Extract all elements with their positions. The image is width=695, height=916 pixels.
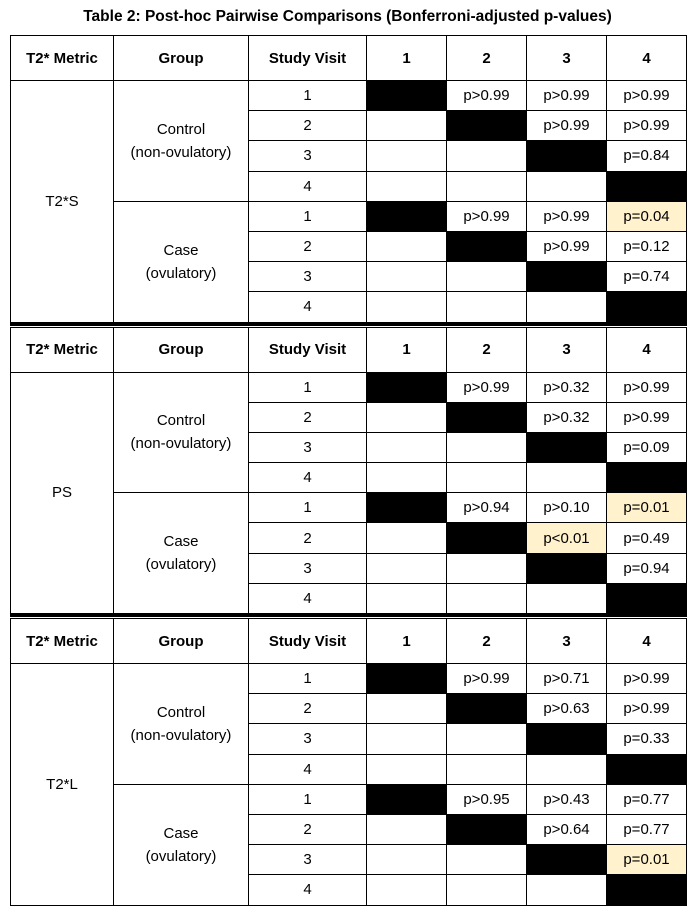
p-value-cell: p>0.43: [527, 784, 607, 814]
header-col-2: 2: [447, 619, 527, 664]
p-value-cell: [367, 553, 447, 583]
diagonal-cell: [447, 231, 527, 261]
table-row: [11, 372, 687, 402]
p-value-cell: p>0.99: [527, 111, 607, 141]
p-value-cell: p>0.99: [527, 81, 607, 111]
p-value-cell: p=0.12: [607, 231, 687, 261]
p-value-cell: p=0.01: [607, 493, 687, 523]
p-value-cell: p=0.77: [607, 784, 687, 814]
p-value-cell: p>0.99: [607, 111, 687, 141]
header-metric: T2* Metric: [11, 619, 114, 664]
diagonal-cell: [527, 553, 607, 583]
p-value-cell: [367, 402, 447, 432]
header-group: Group: [114, 327, 249, 372]
p-value-cell: [447, 292, 527, 324]
p-value-cell: p>0.99: [527, 201, 607, 231]
p-value-cell: p>0.99: [447, 81, 527, 111]
header-col-1: 1: [367, 327, 447, 372]
study-visit-label: 1: [249, 784, 367, 814]
header-col-1: 1: [367, 619, 447, 664]
study-visit-label: 3: [249, 845, 367, 875]
group-description: (ovulatory): [145, 556, 217, 574]
study-visit-label: 4: [249, 875, 367, 905]
study-visit-label: 3: [249, 141, 367, 171]
p-value-cell: [367, 292, 447, 324]
p-value-cell: p>0.10: [527, 493, 607, 523]
study-visit-label: 1: [249, 201, 367, 231]
p-value-cell: p>0.99: [607, 664, 687, 694]
p-value-cell: [447, 262, 527, 292]
p-value-cell: p=0.33: [607, 724, 687, 754]
diagonal-cell: [527, 262, 607, 292]
header-visit: Study Visit: [249, 327, 367, 372]
p-value-cell: [367, 724, 447, 754]
metric-label: T2*S: [11, 81, 114, 324]
p-value-cell: [447, 875, 527, 905]
p-value-cell: [367, 111, 447, 141]
diagonal-cell: [527, 141, 607, 171]
table-row: [11, 81, 687, 111]
diagonal-cell: [447, 694, 527, 724]
p-value-cell: [367, 231, 447, 261]
study-visit-label: 4: [249, 171, 367, 201]
header-col-3: 3: [527, 619, 607, 664]
p-value-cell: p>0.99: [527, 231, 607, 261]
p-value-cell: [447, 463, 527, 493]
pairwise-comparisons-table: [10, 35, 687, 906]
p-value-cell: [367, 463, 447, 493]
study-visit-label: 2: [249, 111, 367, 141]
table-title: Table 2: Post-hoc Pairwise Comparisons (Bonferroni-adjusted p-values): [83, 8, 612, 25]
p-value-cell: p=0.94: [607, 553, 687, 583]
case-group-label: [114, 201, 249, 323]
diagonal-cell: [607, 875, 687, 905]
p-value-cell: p=0.77: [607, 814, 687, 844]
study-visit-label: 2: [249, 402, 367, 432]
diagonal-cell: [447, 814, 527, 844]
diagonal-cell: [607, 292, 687, 324]
p-value-cell: [447, 845, 527, 875]
control-group-label: [114, 81, 249, 202]
p-value-cell: [447, 553, 527, 583]
diagonal-cell: [447, 111, 527, 141]
header-row: [11, 327, 687, 372]
group-description: (non-ovulatory): [130, 435, 232, 453]
group-name: Control: [156, 120, 206, 138]
header-col-3: 3: [527, 36, 607, 81]
p-value-cell: p>0.95: [447, 784, 527, 814]
p-value-cell: [367, 262, 447, 292]
diagonal-cell: [527, 432, 607, 462]
header-metric: T2* Metric: [11, 36, 114, 81]
group-name: Case: [163, 533, 199, 551]
p-value-cell: p>0.32: [527, 372, 607, 402]
study-visit-label: 2: [249, 694, 367, 724]
p-value-cell: [447, 754, 527, 784]
p-value-cell: p=0.01: [607, 845, 687, 875]
p-value-cell: p>0.32: [527, 402, 607, 432]
p-value-cell: [367, 523, 447, 553]
study-visit-label: 2: [249, 814, 367, 844]
p-value-cell: [527, 171, 607, 201]
study-visit-label: 1: [249, 81, 367, 111]
p-value-cell: [367, 171, 447, 201]
metric-label: T2*L: [11, 664, 114, 906]
group-name: Case: [163, 824, 199, 842]
header-col-4: 4: [607, 327, 687, 372]
study-visit-label: 2: [249, 231, 367, 261]
p-value-cell: [527, 875, 607, 905]
study-visit-label: 1: [249, 664, 367, 694]
study-visit-label: 3: [249, 553, 367, 583]
diagonal-cell: [607, 463, 687, 493]
diagonal-cell: [367, 81, 447, 111]
diagonal-cell: [607, 171, 687, 201]
header-group: Group: [114, 36, 249, 81]
header-visit: Study Visit: [249, 36, 367, 81]
group-description: (ovulatory): [145, 264, 217, 282]
group-name: Control: [156, 703, 206, 721]
study-visit-label: 1: [249, 372, 367, 402]
p-value-cell: [527, 583, 607, 615]
study-visit-label: 3: [249, 724, 367, 754]
diagonal-cell: [527, 845, 607, 875]
header-row: [11, 619, 687, 664]
p-value-cell: [367, 583, 447, 615]
header-row: [11, 36, 687, 81]
p-value-cell: [367, 875, 447, 905]
p-value-cell: p>0.63: [527, 694, 607, 724]
p-value-cell: [527, 463, 607, 493]
control-group-label: [114, 664, 249, 785]
header-visit: Study Visit: [249, 619, 367, 664]
header-col-4: 4: [607, 619, 687, 664]
header-group: Group: [114, 619, 249, 664]
header-col-3: 3: [527, 327, 607, 372]
p-value-cell: p>0.71: [527, 664, 607, 694]
group-name: Case: [163, 241, 199, 259]
study-visit-label: 3: [249, 262, 367, 292]
metric-label: PS: [11, 372, 114, 615]
group-description: (non-ovulatory): [130, 726, 232, 744]
diagonal-cell: [607, 754, 687, 784]
table-row: [11, 664, 687, 694]
group-description: (ovulatory): [145, 847, 217, 865]
p-value-cell: p>0.99: [607, 372, 687, 402]
study-visit-label: 4: [249, 463, 367, 493]
study-visit-label: 4: [249, 754, 367, 784]
study-visit-label: 2: [249, 523, 367, 553]
case-group-label: [114, 784, 249, 905]
group-description: (non-ovulatory): [130, 143, 232, 161]
p-value-cell: p=0.49: [607, 523, 687, 553]
p-value-cell: p>0.99: [607, 694, 687, 724]
p-value-cell: [447, 724, 527, 754]
p-value-cell: p=0.09: [607, 432, 687, 462]
case-group-label: [114, 493, 249, 615]
p-value-cell: [367, 694, 447, 724]
header-col-4: 4: [607, 36, 687, 81]
p-value-cell: p>0.99: [447, 664, 527, 694]
p-value-cell: p>0.99: [607, 81, 687, 111]
header-col-1: 1: [367, 36, 447, 81]
p-value-cell: p=0.84: [607, 141, 687, 171]
p-value-cell: p>0.94: [447, 493, 527, 523]
p-value-cell: p>0.99: [607, 402, 687, 432]
p-value-cell: [527, 754, 607, 784]
p-value-cell: [447, 171, 527, 201]
diagonal-cell: [367, 201, 447, 231]
study-visit-label: 1: [249, 493, 367, 523]
header-col-2: 2: [447, 36, 527, 81]
study-visit-label: 4: [249, 583, 367, 615]
p-value-cell: [367, 814, 447, 844]
p-value-cell: [367, 432, 447, 462]
diagonal-cell: [367, 784, 447, 814]
header-col-2: 2: [447, 327, 527, 372]
diagonal-cell: [447, 523, 527, 553]
group-name: Control: [156, 412, 206, 430]
control-group-label: [114, 372, 249, 493]
header-metric: T2* Metric: [11, 327, 114, 372]
diagonal-cell: [447, 402, 527, 432]
study-visit-label: 4: [249, 292, 367, 324]
p-value-cell: [367, 845, 447, 875]
study-visit-label: 3: [249, 432, 367, 462]
p-value-cell: p>0.64: [527, 814, 607, 844]
p-value-cell: [447, 583, 527, 615]
diagonal-cell: [527, 724, 607, 754]
p-value-cell: p>0.99: [447, 201, 527, 231]
p-value-cell: [367, 141, 447, 171]
p-value-cell: p>0.99: [447, 372, 527, 402]
p-value-cell: [447, 432, 527, 462]
p-value-cell: p<0.01: [527, 523, 607, 553]
p-value-cell: [447, 141, 527, 171]
p-value-cell: [527, 292, 607, 324]
diagonal-cell: [367, 664, 447, 694]
p-value-cell: p=0.74: [607, 262, 687, 292]
diagonal-cell: [367, 493, 447, 523]
p-value-cell: [367, 754, 447, 784]
diagonal-cell: [367, 372, 447, 402]
p-value-cell: p=0.04: [607, 201, 687, 231]
diagonal-cell: [607, 583, 687, 615]
